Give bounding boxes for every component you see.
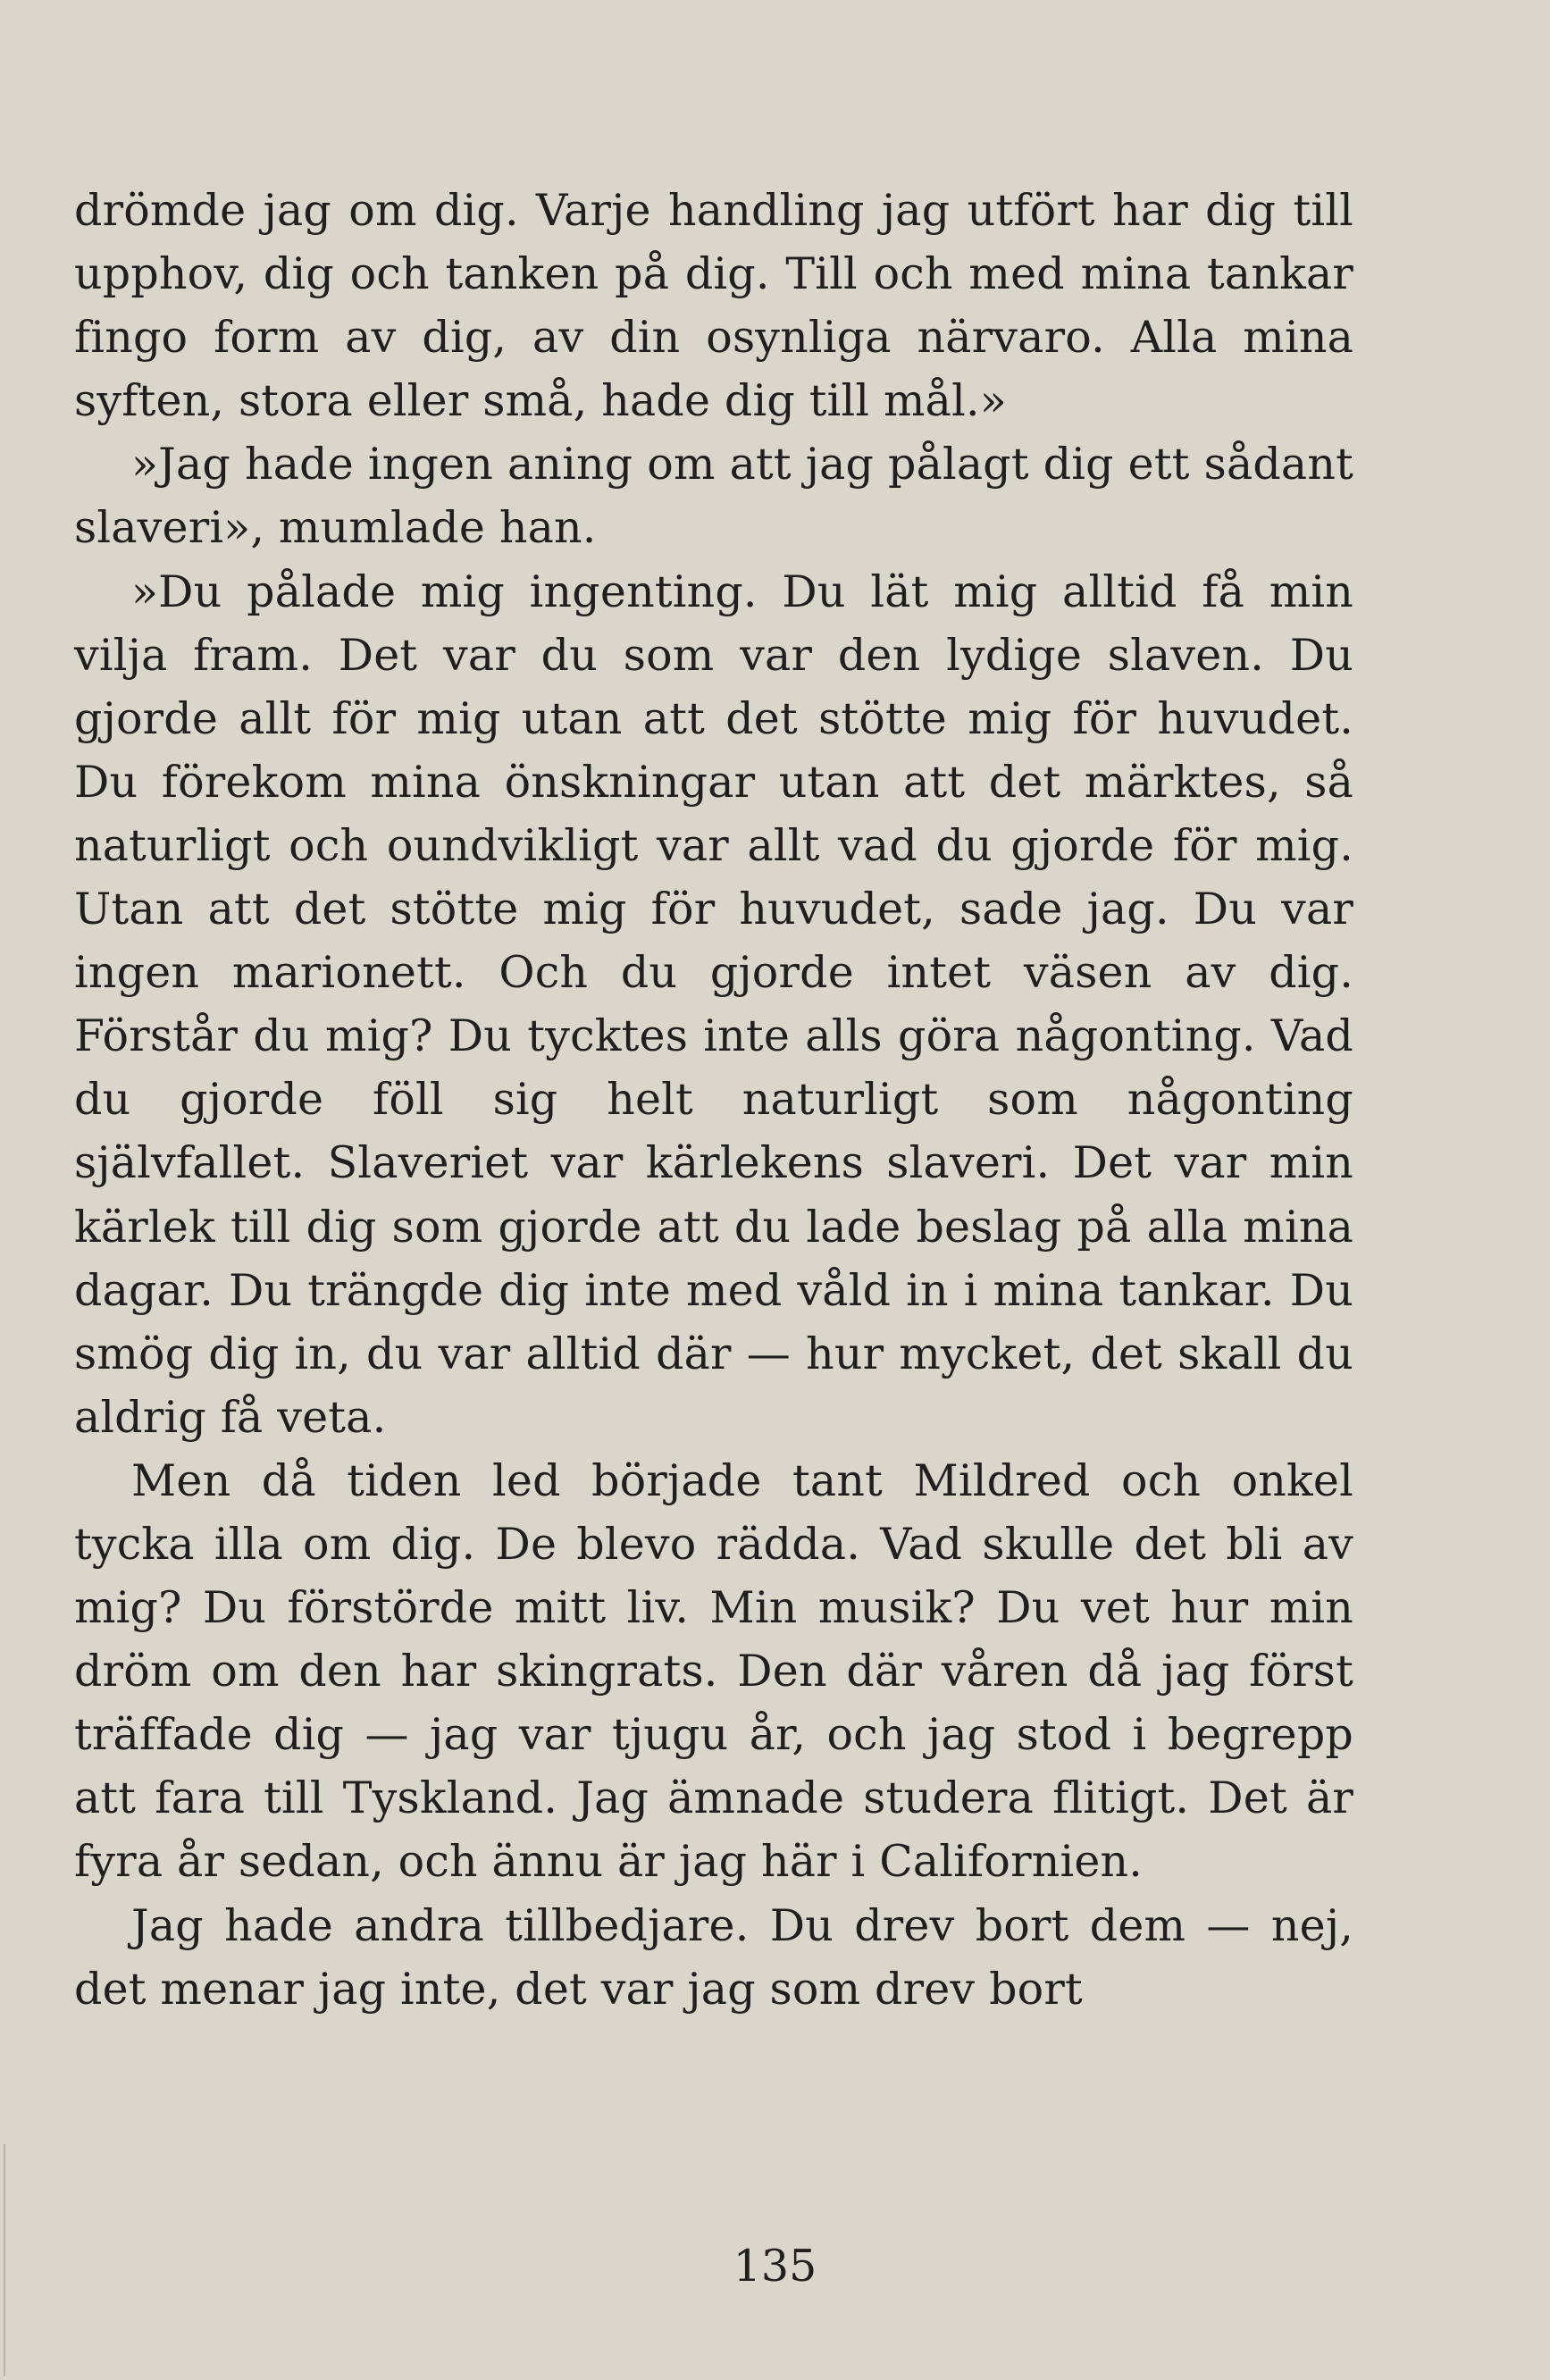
paragraph: »Du pålade mig ingenting. Du lät mig alltid få min vilja fram. Det var du som var den lydige slaven. Du gjorde allt för mig utan att det stötte mig för huvudet. Du förekom mina önskningar utan att det märktes, så naturligt och oundvikligt var allt vad du gjorde för mig. Utan att det stötte mig för huvudet, sade jag. Du var ingen marionett. Och du gjorde intet väsen av dig. Förstår du mig? Du tycktes inte alls göra någonting. Vad du gjorde föll sig helt naturligt som någonting självfallet. Slaveriet var kärlekens slaveri. Det var min kärlek till dig som gjorde att du lade beslag på alla mina dagar. Du trängde dig inte med våld in i mina tankar. Du smög dig in, du var alltid där — hur mycket, det skall du aldrig få veta. [74, 566, 1353, 1443]
page-number: 135 [733, 2241, 817, 2292]
paragraph: »Jag hade ingen aning om att jag pålagt dig ett sådant slaveri», mumlade han. [74, 439, 1353, 554]
page-edge-shadow [4, 2144, 5, 2376]
paragraph: Men då tiden led började tant Mildred och onkel tycka illa om dig. De blevo rädda. Vad skulle det bli av mig? Du förstörde mitt liv. Min musik? Du vet hur min dröm om den har skingrats. Den där våren då jag först träffade dig — jag var tjugu år, och jag stod i begrepp att fara till Tyskland. Jag ämnade studera flitigt. Det är fyra år sedan, och ännu är jag här i Californien. [74, 1454, 1353, 1888]
body-text [74, 179, 1353, 2021]
paragraph: drömde jag om dig. Varje handling jag utfört har dig till upphov, dig och tanken på dig. Till och med mina tankar fingo form av dig, av din osynliga närvaro. Alla mina syften, stora eller små, hade dig till mål.» [74, 185, 1353, 427]
paragraph: Jag hade andra tillbedjare. Du drev bort dem — nej, det menar jag inte, det var jag som drev bort [74, 1899, 1353, 2015]
